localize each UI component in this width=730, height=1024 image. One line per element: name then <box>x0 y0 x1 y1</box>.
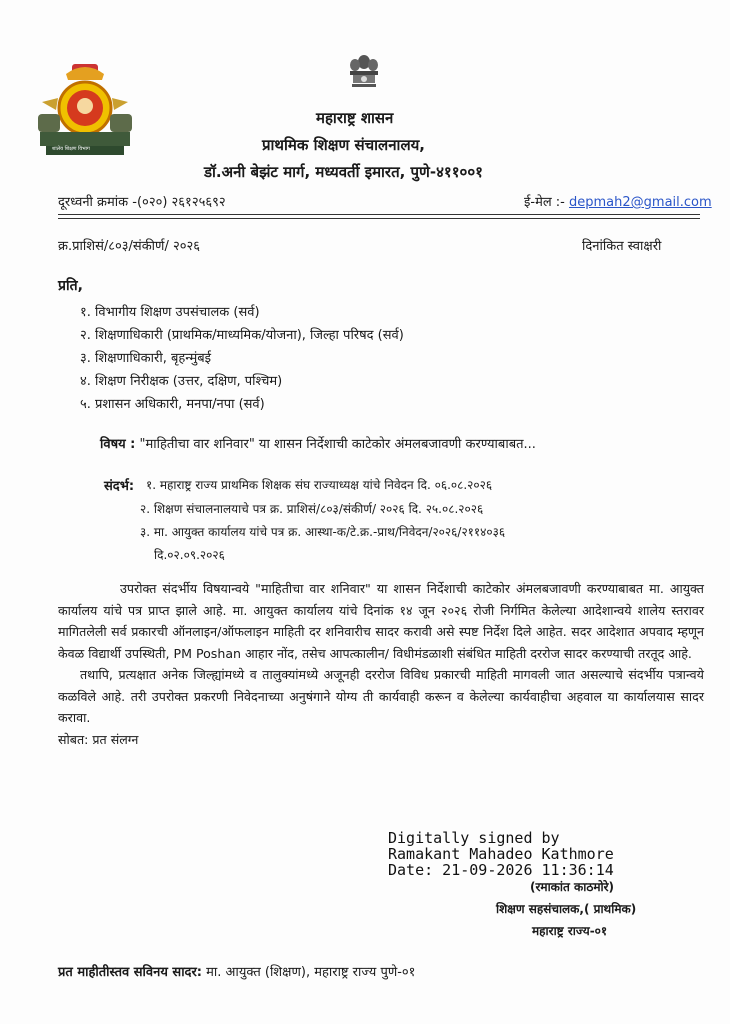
subject-label: विषय : <box>100 437 136 452</box>
body-paragraph-2: तथापि, प्रत्यक्षात अनेक जिल्ह्यांमध्ये व तालुक्यांमध्ये अजूनही दररोज विविध प्रकारची माहिती मागवली जात असल्याचे संदर्भीय पत्रान्वये कळविले आहे. तरी उपरोक्त प्रकरणी निवेदनाच्या अनुषंगाने योग्य ती कार्यवाही करून व केलेल्या कार्यवाहीचा अहवाल या कार्यालयास सादर करावा. <box>58 667 704 725</box>
recipient-item: ४. शिक्षण निरीक्षक (उत्तर, दक्षिण, पश्चिम) <box>80 374 283 389</box>
signatory-state: महाराष्ट्र राज्य-०१ <box>532 924 608 938</box>
department-logo <box>36 62 134 158</box>
recipient-item: १. विभागीय शिक्षण उपसंचालक (सर्व) <box>80 305 260 320</box>
email-label: ई-मेल :- <box>524 195 565 210</box>
subject-line <box>100 434 536 452</box>
copy-to-text: मा. आयुक्त (शिक्षण), महाराष्ट्र राज्य पुणे-०१ <box>206 965 416 980</box>
enclosure-note: सोबत: प्रत संलग्न <box>58 731 139 747</box>
digital-signature-line: Date: 21-09-2026 11:36:14 <box>388 861 614 879</box>
copy-to-line <box>58 962 415 980</box>
signatory-designation: शिक्षण सहसंचालक,( प्राथमिक) <box>496 902 637 916</box>
references-label: संदर्भ: <box>104 479 135 494</box>
letter-body <box>58 578 704 750</box>
header-divider <box>58 214 700 215</box>
reference-item: दि.०२.०९.२०२६ <box>154 548 225 562</box>
email-line <box>524 192 712 210</box>
email-link[interactable]: depmah2@gmail.com <box>569 195 712 210</box>
digital-signature-line: Ramakant Mahadeo Kathmore <box>388 845 614 863</box>
digital-signature-line: Digitally signed by <box>388 829 560 847</box>
date-note: दिनांकित स्वाक्षरी <box>582 239 662 254</box>
reference-item: २. शिक्षण संचालनालयाचे पत्र क्र. प्राशिसं/८०३/संकीर्ण/ २०२६ दि. २५.०८.२०२६ <box>140 502 484 516</box>
national-emblem-icon <box>344 52 384 92</box>
subject-text: "माहितीचा वार शनिवार" या शासन निर्देशाची काटेकोर अंमलबजावणी करण्याबाबत... <box>139 437 536 452</box>
copy-to-label: प्रत माहीतीस्तव सविनय सादर: <box>58 965 202 980</box>
recipient-item: ३. शिक्षणाधिकारी, बृहन्मुंबई <box>80 351 212 366</box>
reference-item: १. महाराष्ट्र राज्य प्राथमिक शिक्षक संघ राज्याध्यक्ष यांचे निवेदन दि. ०६.०८.२०२६ <box>146 478 493 492</box>
reference-number: क्र.प्राशिसं/८०३/संकीर्ण/ २०२६ <box>58 239 201 254</box>
reference-item: ३. मा. आयुक्त कार्यालय यांचे पत्र क्र. आस्था-क/टे.क्र.-प्राथ/निवेदन/२०२६/२११४०३६ <box>140 525 506 539</box>
recipients-heading: प्रति, <box>58 278 83 294</box>
recipient-item: २. शिक्षणाधिकारी (प्राथमिक/माध्यमिक/योजना), जिल्हा परिषद (सर्व) <box>80 328 404 343</box>
header-divider-2 <box>58 218 700 219</box>
org-directorate: प्राथमिक शिक्षण संचालनालय, <box>262 136 426 154</box>
phone-number: दूरध्वनी क्रमांक -(०२०) २६१२५६९२ <box>58 195 226 210</box>
org-name: महाराष्ट्र शासन <box>316 109 394 127</box>
org-address: डॉ.अनी बेझंट मार्ग, मध्यवर्ती इमारत, पुणे-४११००१ <box>204 163 483 181</box>
body-paragraph-1: उपरोक्त संदर्भीय विषयान्वये "माहितीचा वार शनिवार" या शासन निर्देशाची काटेकोर अंमलबजावणी करण्याबाबत मा. आयुक्त कार्यालय यांचे पत्र प्राप्त झाले आहे. मा. आयुक्त कार्यालय यांचे दिनांक १४ जून २०२६ रोजी निर्गमित केलेल्या आदेशान्वये शालेय स्तरावर मागितलेली सर्व प्रकारची ऑनलाइन/ऑफलाइन माहिती दर शनिवारीच सादर करावी असे स्पष्ट निर्देश दिले आहेत. सदर आदेशात अपवाद म्हणून केवळ विद्यार्थी उपस्थिती, PM Poshan आहार नोंद, तसेच आपत्कालीन/ विधीमंडळाशी संबंधित माहिती दररोज सादर करण्याची तरतूद आहे. <box>58 581 704 661</box>
signatory-name: (रमाकांत काठमोरे) <box>530 880 614 894</box>
logo-caption: शालेय शिक्षण विभाग <box>52 146 90 152</box>
recipient-item: ५. प्रशासन अधिकारी, मनपा/नपा (सर्व) <box>80 397 265 412</box>
